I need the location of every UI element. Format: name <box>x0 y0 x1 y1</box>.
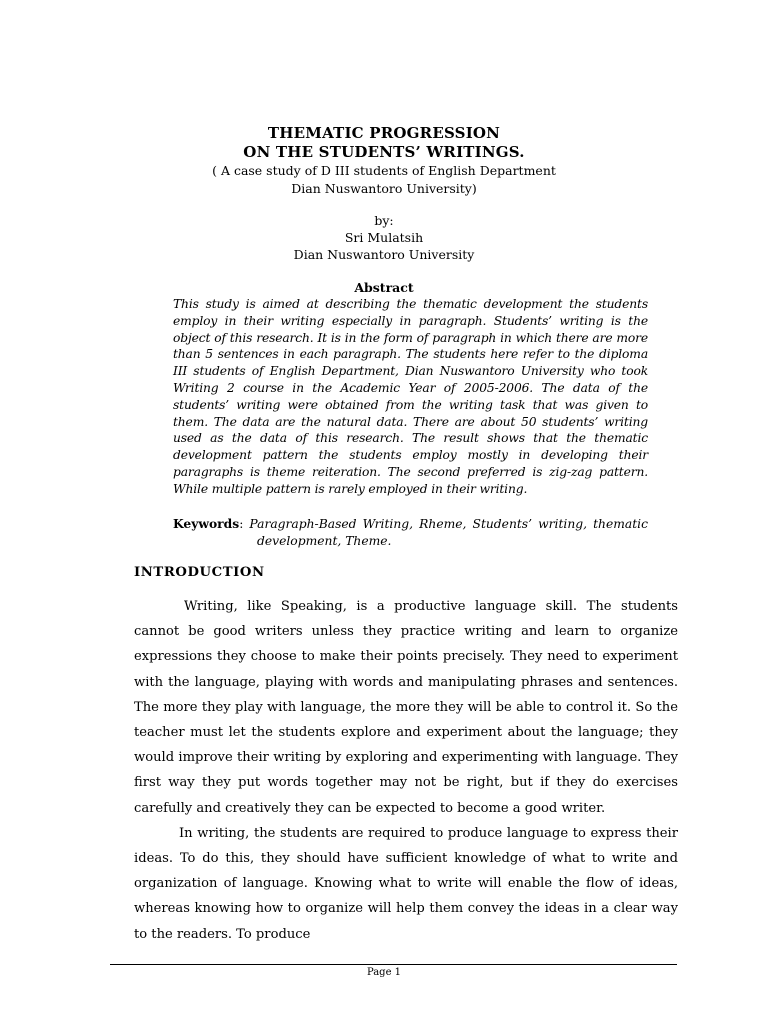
introduction-heading: INTRODUCTION <box>134 565 265 580</box>
introduction-paragraph-2: In writing, the students are required to produce language to express their ideas. To do this, they should have sufficient knowledge of what to write and organization of language. Knowing what to write will enable the flow of ideas, whereas knowing how to organize will help them convey the ideas in a clear way to the readers. To produce <box>134 825 678 942</box>
paper-title-line-1: THEMATIC PROGRESSION <box>267 124 501 142</box>
abstract-text: This study is aimed at describing the thematic development the students employ in their writing especially in paragraph. Students’ writing is the object of this research. It is in the form of paragraph in which there are more than 5 sentences in each paragraph. The students here refer to the diploma III students of English Department, Dian Nuswantoro University who took Writing 2 course in the Academic Year of 2005-2006. The data of the students’ writing were obtained from the writing task that was given to them. The data are the natural data. There are about 50 students’ writing used as the data of this research. The result shows that the thematic development pattern the students employ mostly in developing their paragraphs is theme reiteration. The second preferred is zig-zag pattern. While multiple pattern is rarely employed in their writing. <box>173 297 648 496</box>
keywords-separator: : <box>239 517 250 531</box>
keywords-label: Keywords <box>173 516 240 531</box>
author-affiliation: Dian Nuswantoro University <box>293 247 475 262</box>
paper-subtitle-line-2: Dian Nuswantoro University) <box>291 181 477 196</box>
paper-subtitle-line-1: ( A case study of D III students of English Department <box>212 163 556 178</box>
introduction-paragraph-1: Writing, like Speaking, is a productive language skill. The students cannot be good writers unless they practice writing and learn to organize expressions they choose to make their points precisely. They need to experiment with the language, playing with words and manipulating phrases and sentences. The more they play with language, the more they will be able to control it. So the teacher must let the students explore and experiment about the language; they would improve their writing by exploring and experimenting with language. They first way they put words together may not be right, but if they do exercises carefully and creatively they can be expected to become a good writer. <box>134 599 678 816</box>
page-number: Page 1 <box>366 967 402 978</box>
footer-divider <box>110 964 677 965</box>
author-name: Sri Mulatsih <box>344 230 424 245</box>
abstract-heading: Abstract <box>354 280 414 295</box>
keywords-block <box>173 515 648 550</box>
keywords-text: Paragraph-Based Writing, Rheme, Students’ writing, thematic development, Theme. <box>249 517 648 548</box>
introduction-body <box>134 594 678 947</box>
paper-title-line-2: ON THE STUDENTS’ WRITINGS. <box>243 143 525 161</box>
author-by-label: by: <box>374 213 394 228</box>
